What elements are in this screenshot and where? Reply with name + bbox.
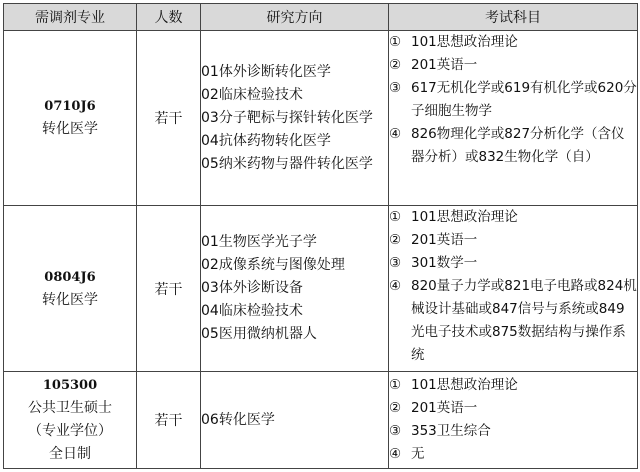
direction-item: 04抗体药物转化医学	[201, 132, 331, 149]
exam-item	[389, 420, 637, 443]
exam-text: 无	[411, 446, 425, 463]
major-code: 105300	[42, 378, 98, 394]
exam-number: ④	[389, 126, 402, 142]
exam-text: 826物理化学或827分析化学（含仪器分析）或832生物化学（自）	[411, 126, 625, 165]
direction-item: 06转化医学	[201, 411, 275, 428]
exam-text: 353卫生综合	[411, 423, 491, 440]
exams-cell	[389, 31, 638, 206]
exam-number: ①	[389, 34, 402, 50]
exam-item	[389, 54, 637, 77]
exams-cell	[389, 206, 638, 372]
exam-item	[389, 275, 637, 367]
direction-item: 02临床检验技术	[201, 86, 303, 103]
direction-item: 02成像系统与图像处理	[201, 257, 345, 274]
table-row	[4, 372, 638, 469]
exam-number: ④	[389, 446, 402, 463]
exam-item	[389, 443, 637, 466]
exam-text: 201英语一	[411, 400, 478, 417]
exam-text: 617无机化学或619有机化学或620分子细胞生物学	[411, 80, 637, 119]
exam-item	[389, 123, 637, 169]
exam-item	[389, 252, 637, 275]
exams-cell	[389, 372, 638, 469]
exam-item	[389, 206, 637, 229]
direction-item: 05医用微纳机器人	[201, 326, 317, 343]
direction-item: 01体外诊断转化医学	[201, 63, 331, 80]
exam-text: 101思想政治理论	[411, 34, 518, 50]
major-study-mode: 全日制	[49, 446, 91, 463]
exam-number: ③	[389, 80, 402, 96]
count-cell: 若干	[137, 372, 201, 469]
exam-number: ③	[389, 255, 402, 272]
exam-text: 201英语一	[411, 57, 478, 73]
direction-item: 03分子靶标与探针转化医学	[201, 109, 373, 126]
exam-number: ②	[389, 232, 402, 249]
exam-item	[389, 229, 637, 252]
header-direction: 研究方向	[201, 4, 389, 31]
major-degree-type: （专业学位）	[28, 423, 112, 440]
exam-number: ③	[389, 423, 402, 440]
major-code: 0804J6	[44, 269, 96, 285]
exam-item	[389, 374, 637, 397]
count-cell: 若干	[137, 206, 201, 372]
major-name: 公共卫生硕士	[28, 400, 112, 417]
directions-cell	[201, 31, 389, 206]
direction-item: 05纳米药物与器件转化医学	[201, 155, 373, 172]
major-code: 0710J6	[44, 99, 96, 115]
exam-text: 201英语一	[411, 232, 478, 249]
table-row	[4, 206, 638, 372]
exam-text: 820量子力学或821电子电路或824机械设计基础或847信号与系统或849光电子技术或875数据结构与操作系统	[411, 278, 637, 364]
major-cell	[4, 31, 137, 206]
direction-item: 01生物医学光子学	[201, 234, 317, 251]
header-major: 需调剂专业	[4, 4, 137, 31]
header-count: 人数	[137, 4, 201, 31]
exam-number: ④	[389, 278, 402, 295]
exam-text: 101思想政治理论	[411, 209, 518, 226]
exam-item	[389, 397, 637, 420]
admissions-table	[3, 3, 638, 469]
major-name: 转化医学	[42, 121, 98, 138]
exam-number: ①	[389, 377, 402, 394]
exam-number: ②	[389, 400, 402, 417]
major-cell	[4, 372, 137, 469]
exam-text: 101思想政治理论	[411, 377, 518, 394]
exam-item	[389, 31, 637, 54]
exam-item	[389, 77, 637, 123]
major-name: 转化医学	[42, 291, 98, 308]
exam-text: 301数学一	[411, 255, 478, 272]
exam-number: ②	[389, 57, 402, 73]
header-row	[4, 4, 638, 31]
directions-cell	[201, 372, 389, 469]
directions-cell	[201, 206, 389, 372]
exam-number: ①	[389, 209, 402, 226]
table-row	[4, 31, 638, 206]
major-cell	[4, 206, 137, 372]
direction-item: 04临床检验技术	[201, 303, 303, 320]
header-exams: 考试科目	[389, 4, 638, 31]
direction-item: 03体外诊断设备	[201, 280, 303, 297]
count-cell: 若干	[137, 31, 201, 206]
